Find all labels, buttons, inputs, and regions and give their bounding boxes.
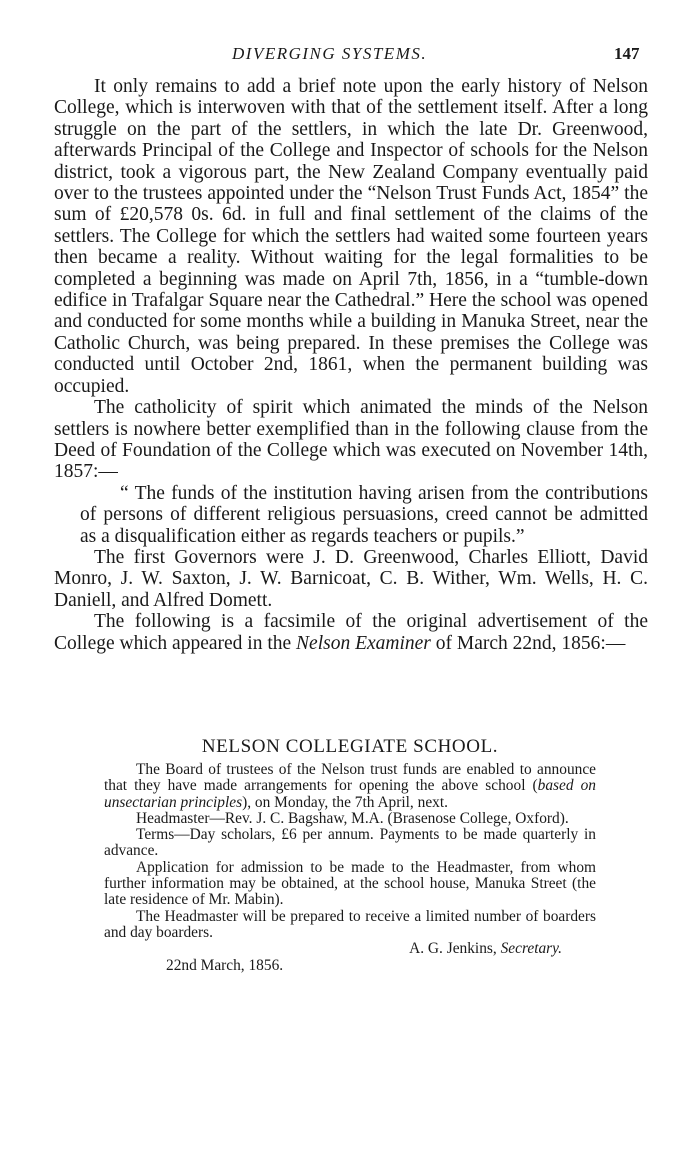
ad-boarders: The Headmaster will be prepared to receive a limited number of boarders and day boarders. [104,907,596,941]
signature-name: A. G. Jenkins, [409,940,501,958]
newspaper-title: Nelson Examiner [296,632,431,654]
advertisement-title: NELSON COLLEGIATE SCHOOL. [201,736,499,757]
advertisement-facsimile [104,762,596,974]
paragraph-college-history: It only remains to add a brief note upon the early history of Nelson College, which is interwoven with that of the settlement itself. After a long struggle on the part of the settlers, in which the late Dr. Greenwood, afterwards Principal of the College and Inspector of schools for the Nelson district, took a vigorous part, the New Zealand Company eventually paid over to the trustees appointed under the “Nelson Trust Funds Act, 1854” the sum of £20,578 0s. 6d. in full and final settlement of the claims of the settlers. The College for which the settlers had waited some fourteen years then became a reality. Without waiting for the legal formalities to be completed a beginning was made on April 7th, 1856, in a “tumble-down edifice in Trafalgar Square near the Cathedral.” Here the school was opened and conducted for some months while a building in Manuka Street, near the Catholic Church, was being prepared. In these premises the College was conducted until October 2nd, 1861, when the permanent building was occupied. [54,76,648,397]
main-text [54,76,648,654]
ad-opening-date: ), on Monday, the 7th April, next. [242,793,448,811]
paragraph-governors: The first Governors were J. D. Greenwood, Charles Elliott, David Monro, J. W. Saxton, J. W. Barnicoat, C. B. Wither, Wm. Wells, H. C. Daniell, and Alfred Domett. [54,546,648,611]
paragraph-facsimile-intro [54,611,648,654]
ad-terms: Terms—Day scholars, £6 per annum. Payments to be made quarterly in advance. [104,826,596,860]
running-head: DIVERGING SYSTEMS. [232,44,428,63]
ad-date: 22nd March, 1856. [166,956,284,974]
facsimile-intro-text: The following is a facsimile of the original advertisement of the College which appeared in the [54,611,648,654]
signature-title: Secretary. [500,940,562,958]
ad-announcement [104,762,596,811]
ad-headmaster: Headmaster—Rev. J. C. Bagshaw, M.A. (Brasenose College, Oxford). [136,809,569,827]
ad-principles: based on unsectarian principles [104,777,596,811]
ad-announcement-text: The Board of trustees of the Nelson trust funds are enabled to announce that they have made arrangements for opening the above school ( [104,761,596,795]
ad-application: Application for admission to be made to the Headmaster, from whom further information may be obtained, at the school house, Manuka Street (the late residence of Mr. Mabin). [104,858,596,909]
facsimile-intro-date: of March 22nd, 1856:— [430,632,626,654]
page-number: 147 [614,44,640,63]
deed-quotation: “ The funds of the institution having arisen from the contributions of persons of different religious persuasions, creed cannot be admitted as a disqualification either as regards teachers or pupils.” [80,482,648,547]
paragraph-catholicity: The catholicity of spirit which animated the minds of the Nelson settlers is nowhere better exemplified than in the following clause from the Deed of Foundation of the College which was executed on November 14th, 1857:— [54,397,648,483]
page-header [0,44,700,68]
ad-signature [104,941,596,957]
